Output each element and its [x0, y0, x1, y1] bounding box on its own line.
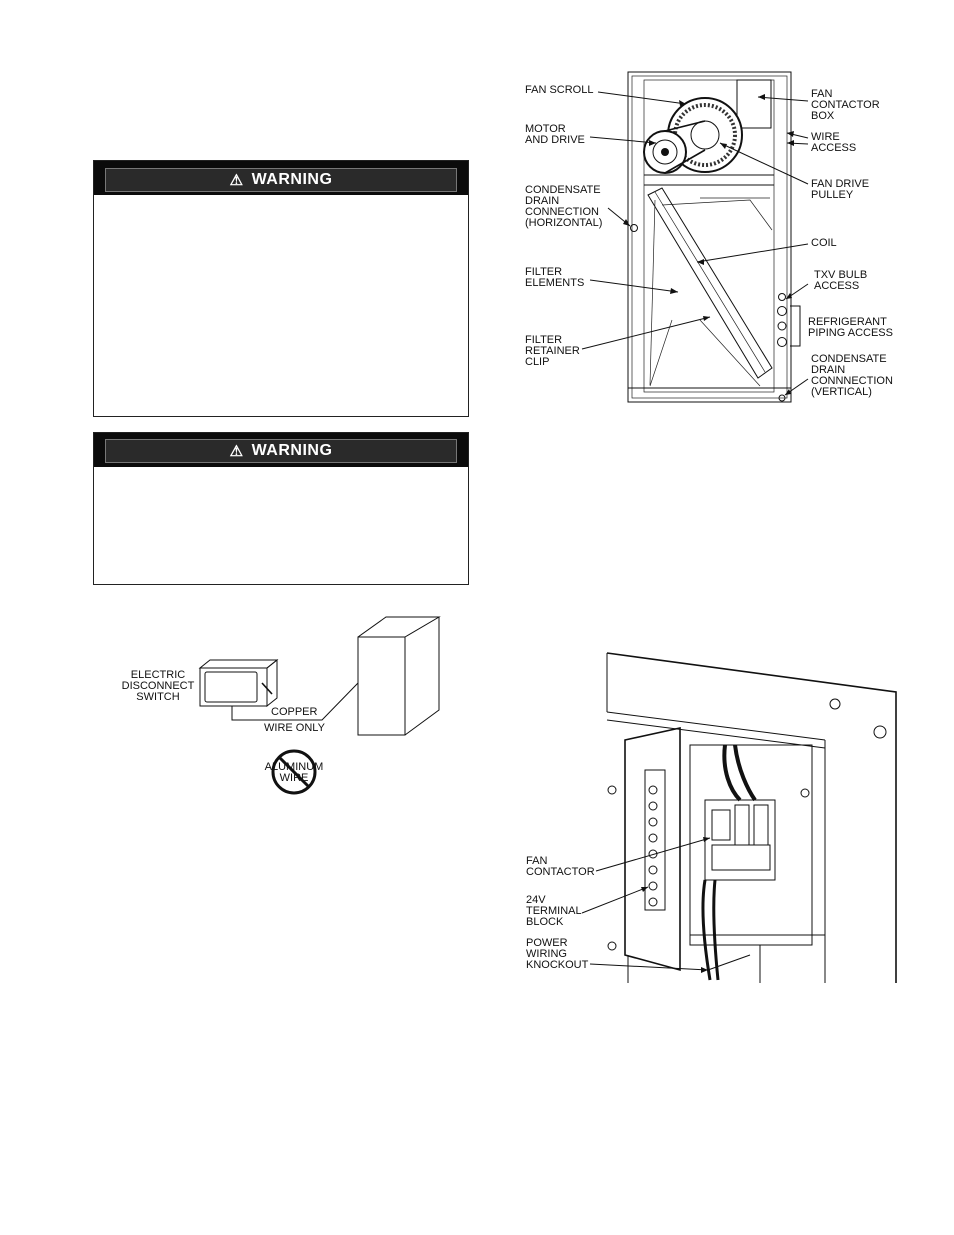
fan-scroll-label: FAN SCROLL: [525, 84, 594, 96]
filter-elements-label: FILTER ELEMENTS: [525, 266, 585, 289]
condensate-vertical-label: CONDENSATE DRAIN CONNNECTION (VERTICAL): [811, 353, 893, 398]
motor-and-drive-label: MOTOR AND DRIVE: [525, 123, 585, 146]
warning-title-bar: [105, 439, 457, 463]
contactor-drawing: [705, 800, 775, 880]
warning-header: [94, 433, 468, 467]
aluminum-wire-label: ALUMINUM WIRE: [264, 761, 324, 784]
warning-title: WARNING: [251, 171, 333, 188]
power-wiring-knockout-label: POWER WIRING KNOCKOUT: [526, 937, 589, 971]
warning-box-2: [93, 432, 469, 585]
fan-drive-pulley-label: FAN DRIVE PULLEY: [811, 178, 870, 201]
warning-header: [94, 161, 468, 195]
filter-retainer-clip-label: FILTER RETAINER CLIP: [525, 334, 580, 368]
copper-label: COPPER: [271, 706, 318, 718]
condensate-horizontal-label: CONDENSATE DRAIN CONNECTION (HORIZONTAL): [525, 184, 603, 229]
warning-title: WARNING: [251, 442, 333, 459]
warning-box-1: [93, 160, 469, 417]
txv-bulb-access-label: TXV BULB ACCESS: [814, 269, 868, 292]
fan-contactor-diagram: [500, 640, 910, 985]
wire-access-label: WIRE ACCESS: [811, 131, 857, 154]
warning-triangle-icon: ⚠: [229, 172, 244, 189]
refrigerant-piping-access-label: REFRIGERANT PIPING ACCESS: [808, 316, 893, 339]
24v-terminal-block-label: 24V TERMINAL BLOCK: [526, 894, 582, 928]
unit-cabinet-drawing: [358, 617, 439, 735]
wiring-diagram: [0, 600, 480, 810]
wire-only-label: WIRE ONLY: [264, 722, 325, 734]
coil-label: COIL: [811, 237, 837, 249]
warning-title-bar: [105, 168, 457, 192]
coil-drawing: [648, 188, 772, 378]
warning-triangle-icon: ⚠: [229, 443, 244, 460]
fan-contactor-label: FAN CONTACTOR: [526, 855, 595, 878]
disconnect-switch-drawing: [200, 660, 277, 706]
electric-disconnect-switch-label: ELECTRIC DISCONNECT SWITCH: [121, 669, 195, 703]
fan-contactor-box-label: FAN CONTACTOR BOX: [811, 88, 880, 122]
terminal-block-drawing: [645, 770, 665, 910]
